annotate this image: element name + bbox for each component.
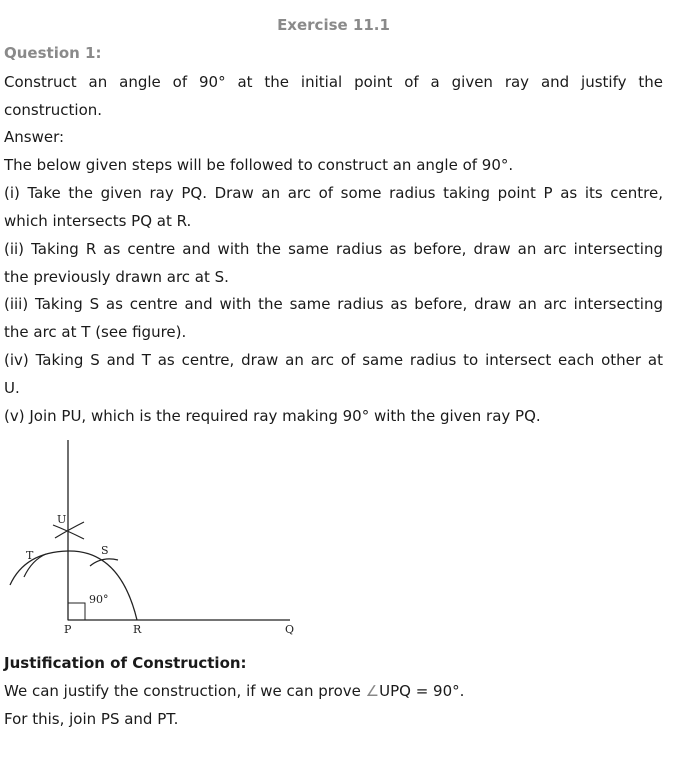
answer-label: Answer: [4, 128, 65, 146]
step-3-line2: the arc at T (see figure). [4, 323, 187, 341]
question-text-line2: construction. [4, 101, 103, 119]
step-2-line2: the previously drawn arc at S. [4, 268, 229, 286]
step-4-line2: U. [4, 379, 20, 397]
step-3-line1: (iii) Taking S as centre and with the same radius as before, draw an arc intersecting [4, 295, 663, 313]
justification-suffix: UPQ = 90°. [379, 682, 465, 700]
answer-intro: The below given steps will be followed to construct an angle of 90°. [4, 156, 514, 174]
construction-figure [0, 432, 310, 647]
label-angle: 90° [89, 593, 109, 606]
label-s: S [101, 544, 109, 557]
step-5: (v) Join PU, which is the required ray making 90° with the given ray PQ. [4, 407, 541, 425]
justification-line2: For this, join PS and PT. [4, 710, 179, 728]
justification-heading: Justification of Construction: [4, 654, 247, 672]
arc-at-s [90, 559, 118, 566]
justification-prefix: We can justify the construction, if we can prove [4, 682, 366, 700]
step-1-line2: which intersects PQ at R. [4, 212, 192, 230]
step-4-line1: (iv) Taking S and T as centre, draw an arc of same radius to intersect each other at [4, 351, 663, 369]
angle-symbol: ∠ [365, 682, 380, 700]
label-q: Q [285, 623, 295, 636]
right-angle-marker [68, 603, 85, 620]
label-t: T [26, 549, 34, 562]
label-r: R [133, 623, 142, 636]
step-1-line1: (i) Take the given ray PQ. Draw an arc of some radius taking point P as its centre, [4, 184, 663, 202]
question-label: Question 1: [4, 44, 102, 62]
step-2-line1: (ii) Taking R as centre and with the same radius as before, draw an arc intersecting [4, 240, 663, 258]
label-u: U [57, 513, 67, 526]
exercise-title: Exercise 11.1 [277, 16, 390, 34]
label-p: P [64, 623, 72, 636]
justification-line1 [4, 677, 464, 705]
question-text-line1: Construct an angle of 90° at the initial point of a given ray and justify the [4, 73, 663, 91]
